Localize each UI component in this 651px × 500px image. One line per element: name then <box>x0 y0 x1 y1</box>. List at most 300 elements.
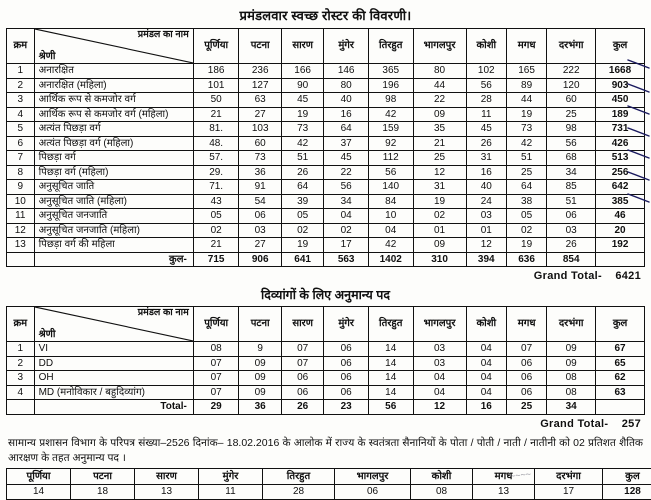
row-total: 513 <box>596 151 645 166</box>
cell: 04 <box>466 356 506 371</box>
cell: 03 <box>466 209 506 224</box>
header-division-6: कोशी <box>466 29 506 64</box>
total-cell: 56 <box>368 400 413 415</box>
cell: 63 <box>239 93 281 108</box>
cell: 07 <box>193 385 239 400</box>
header-corner-upper: प्रमंडल का नाम <box>138 30 189 41</box>
cell: 06 <box>324 356 369 371</box>
cell: 98 <box>368 93 413 108</box>
table-header-row <box>7 468 651 485</box>
roster-table <box>6 28 645 267</box>
cell: 26 <box>281 165 323 180</box>
cell: 09 <box>413 107 466 122</box>
cell: 85 <box>547 180 596 195</box>
cell: 04 <box>466 385 506 400</box>
cell: 73 <box>239 151 281 166</box>
row-total: 256 <box>596 165 645 180</box>
header-division-1: पटना <box>239 307 281 342</box>
grand-total-label: Grand Total- <box>534 270 602 282</box>
divyang-table <box>6 306 645 415</box>
table-row <box>7 78 645 93</box>
cell: 166 <box>281 64 323 79</box>
page-title-1: प्रमंडलवार स्वच्छ रोस्टर की विवरणी। <box>6 6 645 24</box>
cell: 14 <box>368 356 413 371</box>
cell: 24 <box>466 194 506 209</box>
cell: 222 <box>547 64 596 79</box>
grand-total-value: 6421 <box>615 270 641 282</box>
cell: 05 <box>281 209 323 224</box>
table-row <box>7 342 645 357</box>
total-cell: 854 <box>547 252 596 267</box>
cell: 06 <box>281 371 323 386</box>
cell: 07 <box>281 342 323 357</box>
cell: 08 <box>547 385 596 400</box>
row-sn: 3 <box>7 93 35 108</box>
cell: 02 <box>506 223 546 238</box>
cell: 03 <box>547 223 596 238</box>
cell: 28 <box>466 93 506 108</box>
header-division-5: भागलपुर <box>413 29 466 64</box>
header-total: कुल <box>596 29 645 64</box>
cell: 25 <box>506 165 546 180</box>
cell: 54 <box>239 194 281 209</box>
cell: 25 <box>547 107 596 122</box>
grand-total-2 <box>6 415 645 432</box>
cell: 186 <box>193 64 239 79</box>
cell: 05 <box>193 209 239 224</box>
row-sn: 12 <box>7 223 35 238</box>
row-total: 62 <box>596 371 645 386</box>
total-cell: 641 <box>281 252 323 267</box>
cell: 25 <box>413 151 466 166</box>
cell: 13 <box>473 485 535 500</box>
cell: 89 <box>506 78 546 93</box>
header-division-2: सारण <box>281 29 323 64</box>
cell: 80 <box>413 64 466 79</box>
cell: 17 <box>324 238 369 253</box>
row-total: 426 <box>596 136 645 151</box>
cell: 57. <box>193 151 239 166</box>
cell: 43 <box>193 194 239 209</box>
cell: 91 <box>239 180 281 195</box>
cell: 16 <box>466 165 506 180</box>
total-cell: 36 <box>239 400 281 415</box>
header-total: कुल <box>596 307 645 342</box>
cell: 102 <box>466 64 506 79</box>
cell: 38 <box>506 194 546 209</box>
table-row <box>7 485 651 500</box>
row-total: 128 <box>603 485 651 500</box>
cell: 05 <box>506 209 546 224</box>
row-total: 65 <box>596 356 645 371</box>
cell: 19 <box>506 107 546 122</box>
total-cell: 636 <box>506 252 546 267</box>
cell: 73 <box>506 122 546 137</box>
header-division-8: दरभंगा <box>535 468 603 485</box>
row-label: आर्थिक रूप से कमजोर वर्ग (महिला) <box>34 107 193 122</box>
cell: 80 <box>324 78 369 93</box>
table-header-row <box>7 29 645 64</box>
row-label: अनारक्षित (महिला) <box>34 78 193 93</box>
total-cell-sum <box>596 252 645 267</box>
row-total: 903 <box>596 78 645 93</box>
header-corner <box>34 307 193 342</box>
cell: 44 <box>413 78 466 93</box>
row-label: OH <box>34 371 193 386</box>
cell: 07 <box>193 371 239 386</box>
table-header-row <box>7 307 645 342</box>
row-label: अनुसूचित जनजाति (महिला) <box>34 223 193 238</box>
row-sn: 9 <box>7 180 35 195</box>
table-row <box>7 64 645 79</box>
cell: 14 <box>7 485 71 500</box>
row-total: 1668 <box>596 64 645 79</box>
row-label: VI <box>34 342 193 357</box>
row-total: 731 <box>596 122 645 137</box>
cell: 236 <box>239 64 281 79</box>
cell: 34 <box>324 194 369 209</box>
table-row <box>7 194 645 209</box>
cell: 17 <box>535 485 603 500</box>
cell: 40 <box>466 180 506 195</box>
cell: 08 <box>193 342 239 357</box>
header-division-3: मुंगेर <box>199 468 263 485</box>
row-total: 642 <box>596 180 645 195</box>
grand-total-1 <box>6 267 645 284</box>
header-corner-lower: श्रेणी <box>39 329 56 341</box>
row-sn: 3 <box>7 371 35 386</box>
cell: 45 <box>466 122 506 137</box>
cell: 56 <box>547 136 596 151</box>
row-total: 385 <box>596 194 645 209</box>
row-label: अनुसूचित जाति <box>34 180 193 195</box>
row-total: 20 <box>596 223 645 238</box>
cell: 04 <box>413 385 466 400</box>
cell: 03 <box>413 342 466 357</box>
signature-mark: ~~~~ <box>510 469 532 481</box>
cell: 08 <box>411 485 473 500</box>
header-sn: क्रम <box>7 29 35 64</box>
cell: 06 <box>506 385 546 400</box>
cell: 02 <box>193 223 239 238</box>
total-cell: 16 <box>466 400 506 415</box>
row-label: DD <box>34 356 193 371</box>
cell: 127 <box>239 78 281 93</box>
row-sn: 2 <box>7 78 35 93</box>
cell: 06 <box>324 385 369 400</box>
total-label: कुल- <box>34 252 193 267</box>
cell: 14 <box>368 371 413 386</box>
cell: 09 <box>239 371 281 386</box>
table-row <box>7 107 645 122</box>
cell: 159 <box>368 122 413 137</box>
header-division-6: कोशी <box>411 468 473 485</box>
cell: 11 <box>466 107 506 122</box>
cell: 19 <box>281 238 323 253</box>
row-label: MD (मनोविकार / बहुदिव्यांग) <box>34 385 193 400</box>
header-division-2: सारण <box>281 307 323 342</box>
cell: 365 <box>368 64 413 79</box>
empty-cell <box>7 400 35 415</box>
cell: 06 <box>281 385 323 400</box>
total-cell: 25 <box>506 400 546 415</box>
row-sn: 5 <box>7 122 35 137</box>
cell: 06 <box>324 342 369 357</box>
cell: 64 <box>324 122 369 137</box>
cell: 101 <box>193 78 239 93</box>
total-cell: 715 <box>193 252 239 267</box>
total-cell: 34 <box>547 400 596 415</box>
cell: 10 <box>368 209 413 224</box>
cell: 39 <box>281 194 323 209</box>
total-cell: 310 <box>413 252 466 267</box>
total-cell: 394 <box>466 252 506 267</box>
row-label: अत्यंत पिछड़ा वर्ग <box>34 122 193 137</box>
cell: 146 <box>324 64 369 79</box>
cell: 06 <box>335 485 411 500</box>
table-total-row <box>7 400 645 415</box>
cell: 16 <box>324 107 369 122</box>
cell: 09 <box>547 342 596 357</box>
header-division-5: भागलपुर <box>413 307 466 342</box>
cell: 51 <box>506 151 546 166</box>
table-row <box>7 93 645 108</box>
header-division-5: भागलपुर <box>335 468 411 485</box>
cell: 21 <box>193 107 239 122</box>
table-row <box>7 371 645 386</box>
cell: 56 <box>368 165 413 180</box>
header-division-7: मगध <box>473 468 535 485</box>
row-sn: 13 <box>7 238 35 253</box>
cell: 26 <box>547 238 596 253</box>
cell: 31 <box>466 151 506 166</box>
cell: 40 <box>324 93 369 108</box>
cell: 37 <box>324 136 369 151</box>
table-row <box>7 122 645 137</box>
total-cell: 906 <box>239 252 281 267</box>
cell: 165 <box>506 64 546 79</box>
cell: 36 <box>239 165 281 180</box>
grand-total-label: Grand Total- <box>540 418 608 430</box>
row-sn: 6 <box>7 136 35 151</box>
cell: 51 <box>281 151 323 166</box>
cell: 71. <box>193 180 239 195</box>
cell: 35 <box>413 122 466 137</box>
cell: 28 <box>263 485 335 500</box>
row-label: अनुसूचित जनजाति <box>34 209 193 224</box>
header-division-8: दरभंगा <box>547 307 596 342</box>
cell: 73 <box>281 122 323 137</box>
header-division-1: पटना <box>239 29 281 64</box>
row-label: पिछड़ा वर्ग की महिला <box>34 238 193 253</box>
row-sn: 11 <box>7 209 35 224</box>
header-division-2: सारण <box>135 468 199 485</box>
cell: 14 <box>368 385 413 400</box>
cell: 18 <box>71 485 135 500</box>
header-division-4: तिरहुत <box>263 468 335 485</box>
cell: 196 <box>368 78 413 93</box>
cell: 112 <box>368 151 413 166</box>
cell: 27 <box>239 238 281 253</box>
table-total-row <box>7 252 645 267</box>
cell: 68 <box>547 151 596 166</box>
cell: 21 <box>413 136 466 151</box>
header-division-6: कोशी <box>466 307 506 342</box>
table-row <box>7 180 645 195</box>
header-division-0: पूर्णिया <box>193 29 239 64</box>
header-division-1: पटना <box>71 468 135 485</box>
row-sn: 8 <box>7 165 35 180</box>
header-corner-lower: श्रेणी <box>39 51 56 63</box>
row-label: अत्यंत पिछड़ा वर्ग (महिला) <box>34 136 193 151</box>
header-corner <box>34 29 193 64</box>
cell: 07 <box>281 356 323 371</box>
cell: 11 <box>199 485 263 500</box>
header-division-3: मुंगेर <box>324 29 369 64</box>
cell: 9 <box>239 342 281 357</box>
cell: 22 <box>413 93 466 108</box>
table-row <box>7 238 645 253</box>
cell: 42 <box>281 136 323 151</box>
row-total: 189 <box>596 107 645 122</box>
cell: 06 <box>506 356 546 371</box>
cell: 64 <box>506 180 546 195</box>
row-label: पिछड़ा वर्ग <box>34 151 193 166</box>
cell: 56 <box>324 180 369 195</box>
cell: 06 <box>506 371 546 386</box>
cell: 51 <box>547 194 596 209</box>
row-total: 67 <box>596 342 645 357</box>
footnote: सामान्य प्रशासन विभाग के परिपत्र संख्या–2526 दिनांक– 18.02.2016 के आलोक में राज्य के स्वतंत्रता सैनानियों के पोता / पोती / नाती / नातीनी को 02 प्रतिशत शैतिक आरक्षण के तहत अनुमान्य पद । <box>8 436 643 466</box>
table-row <box>7 136 645 151</box>
cell: 03 <box>413 356 466 371</box>
header-division-7: मगध <box>506 307 546 342</box>
cell: 48. <box>193 136 239 151</box>
cell: 03 <box>239 223 281 238</box>
cell: 27 <box>239 107 281 122</box>
cell: 34 <box>547 165 596 180</box>
cell: 13 <box>135 485 199 500</box>
cell: 04 <box>368 223 413 238</box>
row-total: 192 <box>596 238 645 253</box>
total-cell: 563 <box>324 252 369 267</box>
row-label: पिछड़ा वर्ग (महिला) <box>34 165 193 180</box>
total-cell: 23 <box>324 400 369 415</box>
header-division-0: पूर्णिया <box>193 307 239 342</box>
margin-pen-marks <box>627 40 651 250</box>
cell: 50 <box>193 93 239 108</box>
cell: 60 <box>239 136 281 151</box>
cell: 22 <box>324 165 369 180</box>
row-sn: 4 <box>7 385 35 400</box>
cell: 02 <box>413 209 466 224</box>
row-sn: 2 <box>7 356 35 371</box>
cell: 81. <box>193 122 239 137</box>
cell: 45 <box>324 151 369 166</box>
cell: 04 <box>324 209 369 224</box>
row-total: 450 <box>596 93 645 108</box>
header-division-3: मुंगेर <box>324 307 369 342</box>
table-row <box>7 223 645 238</box>
cell: 84 <box>368 194 413 209</box>
freedom-fighter-quota-table <box>6 468 651 500</box>
cell: 60 <box>547 93 596 108</box>
cell: 07 <box>193 356 239 371</box>
cell: 19 <box>413 194 466 209</box>
header-division-7: मगध <box>506 29 546 64</box>
total-cell: 1402 <box>368 252 413 267</box>
cell: 04 <box>413 371 466 386</box>
cell: 06 <box>547 209 596 224</box>
cell: 01 <box>413 223 466 238</box>
row-sn: 7 <box>7 151 35 166</box>
cell: 120 <box>547 78 596 93</box>
cell: 42 <box>506 136 546 151</box>
header-division-4: तिरहुत <box>368 29 413 64</box>
row-sn: 4 <box>7 107 35 122</box>
page-title-2: दिव्यांगों के लिए अनुमान्य पद <box>6 286 645 303</box>
cell: 12 <box>466 238 506 253</box>
cell: 01 <box>466 223 506 238</box>
row-label: आर्थिक रूप से कमजोर वर्ग <box>34 93 193 108</box>
cell: 92 <box>368 136 413 151</box>
cell: 64 <box>281 180 323 195</box>
row-total: 63 <box>596 385 645 400</box>
cell: 04 <box>466 371 506 386</box>
table-row <box>7 165 645 180</box>
total-label: Total- <box>34 400 193 415</box>
empty-cell <box>7 252 35 267</box>
cell: 09 <box>239 356 281 371</box>
header-sn: क्रम <box>7 307 35 342</box>
cell: 12 <box>413 165 466 180</box>
cell: 08 <box>547 371 596 386</box>
row-label: अनारक्षित <box>34 64 193 79</box>
cell: 42 <box>368 107 413 122</box>
total-cell-sum <box>596 400 645 415</box>
cell: 45 <box>281 93 323 108</box>
row-sn: 10 <box>7 194 35 209</box>
total-cell: 29 <box>193 400 239 415</box>
cell: 02 <box>324 223 369 238</box>
header-division-0: पूर्णिया <box>7 468 71 485</box>
cell: 02 <box>281 223 323 238</box>
cell: 140 <box>368 180 413 195</box>
cell: 07 <box>506 342 546 357</box>
cell: 29. <box>193 165 239 180</box>
table-row <box>7 356 645 371</box>
row-sn: 1 <box>7 342 35 357</box>
cell: 42 <box>368 238 413 253</box>
header-division-8: दरभंगा <box>547 29 596 64</box>
row-sn: 1 <box>7 64 35 79</box>
header-total: कुल <box>603 468 651 485</box>
cell: 31 <box>413 180 466 195</box>
cell: 90 <box>281 78 323 93</box>
cell: 56 <box>466 78 506 93</box>
table-row <box>7 151 645 166</box>
cell: 21 <box>193 238 239 253</box>
header-division-4: तिरहुत <box>368 307 413 342</box>
cell: 103 <box>239 122 281 137</box>
cell: 26 <box>466 136 506 151</box>
row-label: अनुसूचित जाति (महिला) <box>34 194 193 209</box>
header-corner-upper: प्रमंडल का नाम <box>138 308 189 319</box>
cell: 04 <box>466 342 506 357</box>
cell: 09 <box>547 356 596 371</box>
cell: 14 <box>368 342 413 357</box>
cell: 09 <box>413 238 466 253</box>
